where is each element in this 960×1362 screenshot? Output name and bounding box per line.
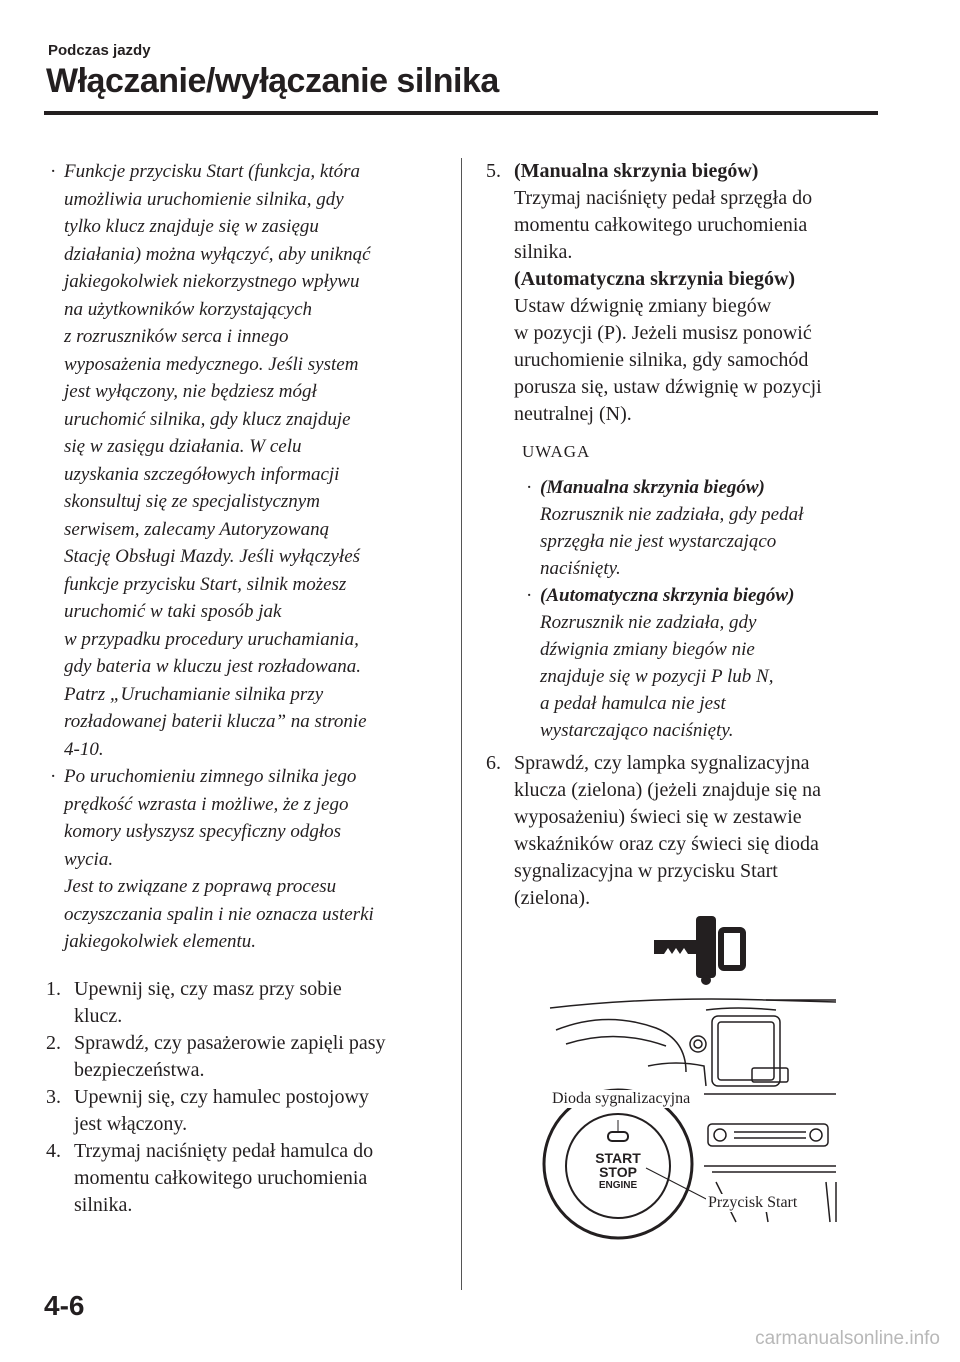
- step-line: wskaźników oraz czy świeci się dioda: [514, 833, 819, 855]
- page-title: Włączanie/wyłączanie silnika: [46, 62, 499, 100]
- step-number: 5.: [486, 160, 501, 182]
- column-divider: [461, 158, 462, 1290]
- bullet-line: uruchomić silnika, gdy klucz znajduje: [64, 408, 351, 430]
- step-line: uruchomienie silnika, gdy samochód: [514, 349, 809, 371]
- step-line: Sprawdź, czy lampka sygnalizacyjna: [514, 752, 810, 774]
- bullet-line: komory usłyszysz specyficzny odgłos: [64, 821, 342, 842]
- bullet-dot: ·: [526, 477, 533, 498]
- note-label: UWAGA: [522, 442, 591, 461]
- title-rule: [44, 111, 878, 115]
- bullet-line: tylko klucz znajduje się w zasięgu: [64, 216, 319, 237]
- note-heading: (Manualna skrzynia biegów): [540, 477, 765, 498]
- note-item: [522, 474, 886, 582]
- note-list: [522, 474, 886, 744]
- bullet-line: jakiegokolwiek elementu.: [64, 931, 257, 952]
- bullet-line: gdy bateria w kluczu jest rozładowana.: [64, 656, 361, 677]
- bullet-line: prędkość wzrasta i możliwe, że z jego: [64, 793, 349, 815]
- step-line: Upewnij się, czy hamulec postojowy: [74, 1085, 369, 1108]
- bullet-line: Funkcje przycisku Start (funkcja, która: [64, 161, 361, 182]
- start-button-label: Przycisk Start: [708, 1194, 798, 1211]
- bullet-dot: ·: [526, 585, 533, 606]
- left-column: [46, 158, 446, 1219]
- step-line: momentu całkowitego uruchomienia: [74, 1166, 368, 1189]
- step-line: wyposażeniu) świeci się w zestawie: [514, 806, 802, 828]
- note-line: dźwignia zmiany biegów nie: [540, 639, 755, 660]
- step-5: [486, 158, 886, 428]
- bullet-line: na użytkowników korzystających: [64, 298, 313, 320]
- engine-label: ENGINE: [598, 1180, 638, 1191]
- bullet-line: uzyskania szczegółowych informacji: [64, 463, 340, 485]
- step-line: jest włączony.: [74, 1112, 188, 1135]
- manual-heading: (Manualna skrzynia biegów): [514, 160, 759, 182]
- bullet-line: jakiegokolwiek niekorzystnego wpływu: [64, 271, 360, 292]
- bullet-line: Patrz „Uruchamianie silnika przy: [64, 683, 324, 705]
- bullet-item-cold-engine: [46, 763, 446, 956]
- note-line: a pedał hamulca nie jest: [540, 693, 726, 714]
- step-item: [46, 1030, 446, 1084]
- step-item: [46, 976, 446, 1030]
- note-heading: (Automatyczna skrzynia biegów): [540, 585, 795, 606]
- step-line: Trzymaj naciśnięty pedał hamulca do: [74, 1139, 374, 1162]
- bullet-item-start-function: [46, 158, 446, 763]
- step-line: silnika.: [514, 241, 573, 263]
- step-line: (zielona).: [514, 887, 591, 909]
- dashboard-illustration: [536, 910, 876, 1240]
- step-number: 2.: [46, 1031, 61, 1054]
- bullet-line: skonsultuj się ze specjalistycznym: [64, 491, 320, 512]
- bullet-line: uruchomić w taki sposób jak: [64, 601, 282, 622]
- step-item: [46, 1138, 446, 1219]
- auto-heading: (Automatyczna skrzynia biegów): [514, 268, 796, 290]
- step-number: 1.: [46, 977, 61, 1000]
- bullet-dot: ·: [50, 161, 57, 182]
- step-line: porusza się, ustaw dźwignię w pozycji: [514, 376, 822, 398]
- step-line: w pozycji (P). Jeżeli musisz ponowić: [514, 322, 812, 344]
- steps-list: [46, 976, 446, 1219]
- led-label: Dioda sygnalizacyjna: [552, 1090, 691, 1107]
- bullet-line: w przypadku procedury uruchamiania,: [64, 628, 359, 650]
- note-line: Rozrusznik nie zadziała, gdy pedał: [540, 504, 804, 525]
- note-line: wystarczająco naciśnięty.: [540, 720, 734, 741]
- step-line: momentu całkowitego uruchomienia: [514, 214, 808, 236]
- bullet-line: wyposażenia medycznego. Jeśli system: [64, 353, 359, 375]
- right-column: [486, 158, 886, 912]
- bullet-line: jest wyłączony, nie będziesz mógł: [64, 381, 317, 402]
- step-line: Upewnij się, czy masz przy sobie: [74, 977, 342, 1000]
- note-line: znajduje się w pozycji P lub N,: [540, 666, 774, 687]
- start-label: START: [595, 1150, 641, 1166]
- step-item: [46, 1084, 446, 1138]
- bullet-line: funkcje przycisku Start, silnik możesz: [64, 573, 347, 595]
- step-number: 6.: [486, 752, 501, 774]
- section-label: Podczas jazdy: [48, 42, 151, 59]
- step-line: klucza (zielona) (jeżeli znajduje się na: [514, 779, 822, 801]
- step-number: 4.: [46, 1139, 61, 1162]
- step-line: sygnalizacyjna w przycisku Start: [514, 860, 778, 882]
- step-line: klucz.: [74, 1004, 123, 1027]
- step-line: silnika.: [74, 1193, 133, 1216]
- bullet-dot: ·: [50, 766, 57, 787]
- key-warning-icon: [654, 916, 743, 985]
- step-6: [486, 750, 886, 912]
- bullet-line: działania) można wyłączyć, aby uniknąć: [64, 243, 371, 265]
- step-number: 3.: [46, 1085, 61, 1108]
- bullet-line: Po uruchomieniu zimnego silnika jego: [64, 766, 357, 787]
- bullet-line: Stację Obsługi Mazdy. Jeśli wyłączyłeś: [64, 546, 361, 567]
- bullet-line: 4-10.: [64, 738, 104, 760]
- step-line: bezpieczeństwa.: [74, 1058, 205, 1081]
- page-number: 4-6: [44, 1290, 85, 1321]
- bullet-line: rozładowanej baterii klucza” na stronie: [64, 711, 367, 732]
- bullet-line: umożliwia uruchomienie silnika, gdy: [64, 188, 344, 210]
- step-line: Trzymaj naciśnięty pedał sprzęgła do: [514, 187, 813, 209]
- bullet-line: serwisem, zalecamy Autoryzowaną: [64, 518, 330, 540]
- bullet-line: się w zasięgu działania. W celu: [64, 436, 302, 457]
- step-line: Ustaw dźwignię zmiany biegów: [514, 295, 772, 317]
- bullet-line: Jest to związane z poprawą procesu: [64, 876, 337, 897]
- bullet-line: oczyszczania spalin i nie oznacza usterki: [64, 903, 374, 925]
- stop-label: STOP: [599, 1164, 637, 1180]
- step-line: neutralnej (N).: [514, 403, 632, 425]
- step-line: Sprawdź, czy pasażerowie zapięli pasy: [74, 1031, 386, 1054]
- note-item: [522, 582, 886, 744]
- start-button-figure: [536, 910, 876, 1240]
- bullet-line: wycia.: [64, 848, 114, 870]
- note-line: Rozrusznik nie zadziała, gdy: [540, 612, 757, 633]
- note-line: sprzęgła nie jest wystarczająco: [540, 531, 777, 552]
- watermark: carmanualsonline.info: [755, 1328, 940, 1349]
- bullet-line: z rozruszników serca i innego: [64, 326, 289, 347]
- note-line: naciśnięty.: [540, 558, 621, 579]
